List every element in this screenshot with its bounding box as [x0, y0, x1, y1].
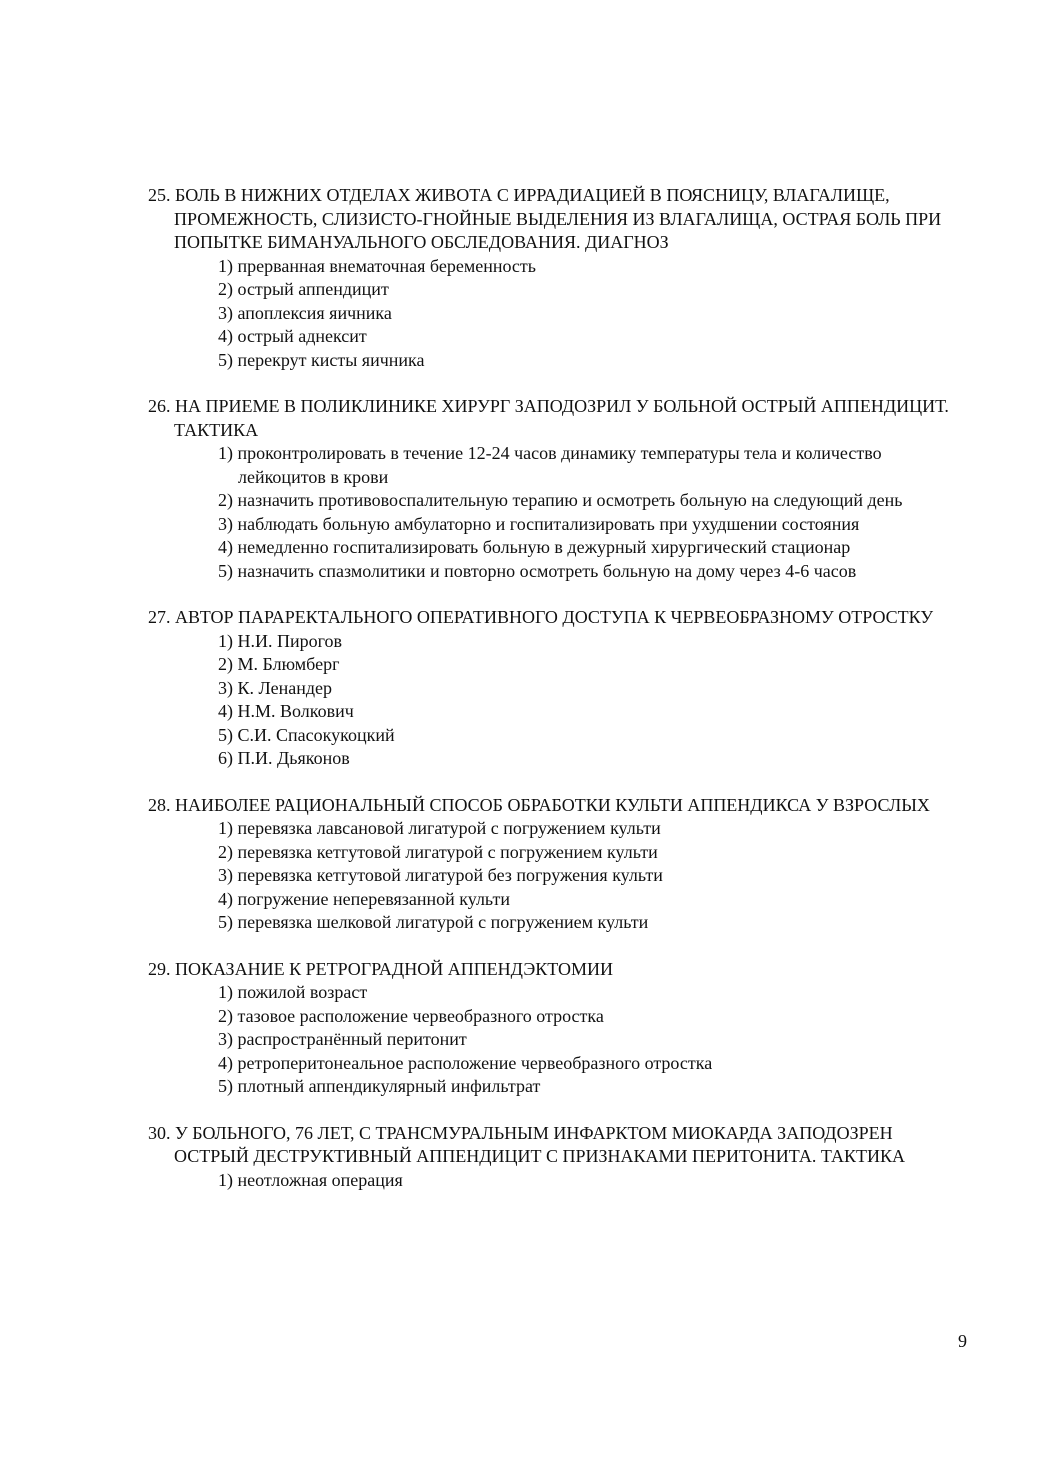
answer-option: 1) прерванная внематочная беременность — [218, 255, 536, 276]
answer-option: 5) перевязка шелковой лигатурой с погружением культи — [218, 912, 649, 932]
question-28 — [148, 794, 968, 935]
answer-option: 3) К. Ленандер — [218, 677, 332, 698]
question-stem: 28. НАИБОЛЕЕ РАЦИОНАЛЬНЫЙ СПОСОБ ОБРАБОТКИ КУЛЬТИ АППЕНДИКСА У ВЗРОСЛЫХ — [148, 794, 930, 815]
answer-option: 2) назначить противовоспалительную терапию и осмотреть больную на следующий день — [218, 490, 903, 510]
answer-option: 5) перекрут кисты яичника — [218, 349, 425, 370]
answer-options — [148, 1169, 968, 1193]
answer-options — [148, 442, 968, 583]
answer-option: 2) острый аппендицит — [218, 279, 389, 299]
page-number: 9 — [958, 1331, 967, 1351]
answer-option: 1) неотложная операция — [218, 1169, 403, 1190]
answer-option: 1) перевязка лавсановой лигатурой с погружением культи — [218, 818, 661, 838]
answer-option: 1) Н.И. Пирогов — [218, 630, 343, 651]
question-stem: 26. НА ПРИЕМЕ В ПОЛИКЛИНИКЕ ХИРУРГ ЗАПОДОЗРИЛ У БОЛЬНОЙ ОСТРЫЙ АППЕНДИЦИТ. ТАКТИКА — [148, 396, 949, 440]
answer-option: 6) П.И. Дьяконов — [218, 748, 350, 768]
question-26 — [148, 395, 968, 583]
answer-option: 5) назначить спазмолитики и повторно осмотреть больную на дому через 4-6 часов — [218, 560, 857, 581]
answer-options — [148, 817, 968, 935]
answer-option: 3) перевязка кетгутовой лигатурой без погружения культи — [218, 865, 663, 885]
answer-option: 1) пожилой возраст — [218, 982, 368, 1002]
answer-option: 4) немедленно госпитализировать больную в дежурный хирургический стационар — [218, 537, 851, 557]
question-29 — [148, 958, 968, 1099]
answer-options — [148, 255, 968, 373]
answer-option: 5) плотный аппендикулярный инфильтрат — [218, 1076, 541, 1096]
question-stem: 27. АВТОР ПАРАРЕКТАЛЬНОГО ОПЕРАТИВНОГО ДОСТУПА К ЧЕРВЕОБРАЗНОМУ ОТРОСТКУ — [148, 607, 934, 627]
answer-option: 4) погружение неперевязанной культи — [218, 888, 510, 909]
answer-option: 4) ретроперитонеальное расположение червеобразного отростка — [218, 1052, 713, 1073]
answer-option: 4) Н.М. Волкович — [218, 701, 354, 721]
question-stem: 29. ПОКАЗАНИЕ К РЕТРОГРАДНОЙ АППЕНДЭКТОМИИ — [148, 958, 614, 979]
question-27 — [148, 606, 968, 771]
question-stem: 30. У БОЛЬНОГО, 76 ЛЕТ, С ТРАНСМУРАЛЬНЫМ ИНФАРКТОМ МИОКАРДА ЗАПОДОЗРЕН ОСТРЫЙ ДЕСТРУКТИВНЫЙ АППЕНДИЦИТ С ПРИЗНАКАМИ ПЕРИТОНИТА. ТАКТИКА — [148, 1122, 905, 1166]
answer-option: 3) распространённый перитонит — [218, 1029, 467, 1049]
question-30 — [148, 1122, 968, 1193]
answer-option: 5) С.И. Спасокукоцкий — [218, 724, 395, 745]
answer-option: 2) тазовое расположение червеобразного отростка — [218, 1005, 604, 1026]
answer-option: 2) перевязка кетгутовой лигатурой с погружением культи — [218, 841, 658, 862]
answer-options — [148, 981, 968, 1099]
page-content — [148, 184, 968, 1215]
answer-option: 2) М. Блюмберг — [218, 654, 340, 674]
answer-option: 1) проконтролировать в течение 12-24 часов динамику температуры тела и количество лейкоцитов в крови — [218, 443, 882, 487]
question-25 — [148, 184, 968, 372]
question-stem: 25. БОЛЬ В НИЖНИХ ОТДЕЛАХ ЖИВОТА С ИРРАДИАЦИЕЙ В ПОЯСНИЦУ, ВЛАГАЛИЩЕ, ПРОМЕЖНОСТЬ, СЛИЗИСТО-ГНОЙНЫЕ ВЫДЕЛЕНИЯ ИЗ ВЛАГАЛИЩА, ОСТРАЯ БОЛЬ ПРИ ПОПЫТКЕ БИМАНУАЛЬНОГО ОБСЛЕДОВАНИЯ. ДИАГНОЗ — [148, 185, 942, 252]
answer-options — [148, 630, 968, 771]
answer-option: 4) острый аднексит — [218, 326, 367, 346]
answer-option: 3) наблюдать больную амбулаторно и госпитализировать при ухудшении состояния — [218, 513, 860, 534]
answer-option: 3) апоплексия яичника — [218, 302, 392, 323]
